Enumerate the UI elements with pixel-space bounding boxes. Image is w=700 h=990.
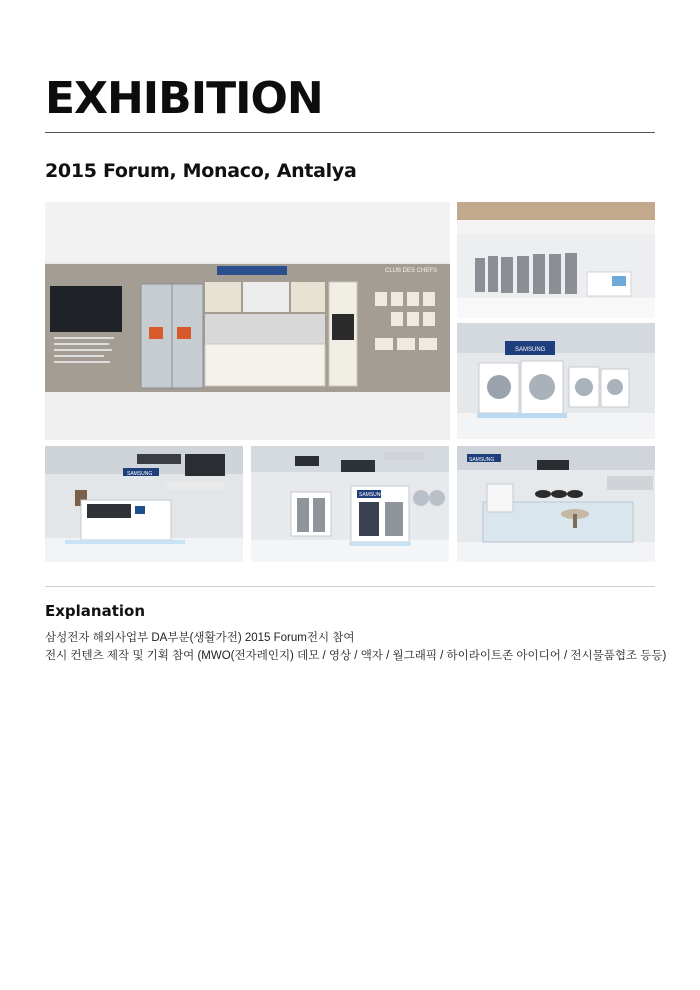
club-des-chefs-sign: CLUB DES CHEFS bbox=[385, 268, 438, 274]
page-title: EXHIBITION bbox=[45, 73, 323, 124]
explanation-line-1: 삼성전자 해외사업부 DA부분(생활가전) 2015 Forum전시 참여 bbox=[45, 632, 355, 644]
explanation-line-2: 전시 컨텐츠 제작 및 기획 참여 (MWO(전자레인지) 데모 / 영상 / 액자 / 월그래픽 / 하이라이트존 아이디어 / 전시물품협조 등등) bbox=[45, 650, 667, 662]
photo-kitchen-booth bbox=[45, 202, 450, 440]
photo-kitchen-counter bbox=[45, 446, 243, 562]
title-divider bbox=[45, 132, 655, 133]
page-subtitle: 2015 Forum, Monaco, Antalya bbox=[45, 160, 357, 182]
samsung-sign-3: SAMSUNG bbox=[359, 492, 385, 498]
photo-washer-display bbox=[457, 323, 655, 439]
samsung-sign-2: SAMSUNG bbox=[127, 471, 153, 477]
section-divider bbox=[45, 586, 655, 587]
explanation-heading: Explanation bbox=[45, 602, 146, 620]
photo-vacuum-zone bbox=[457, 446, 655, 562]
samsung-sign-4: SAMSUNG bbox=[469, 457, 495, 463]
samsung-sign-1: SAMSUNG bbox=[515, 347, 546, 353]
photo-refrigerator-row bbox=[457, 202, 655, 318]
photo-dryer-display bbox=[251, 446, 449, 562]
